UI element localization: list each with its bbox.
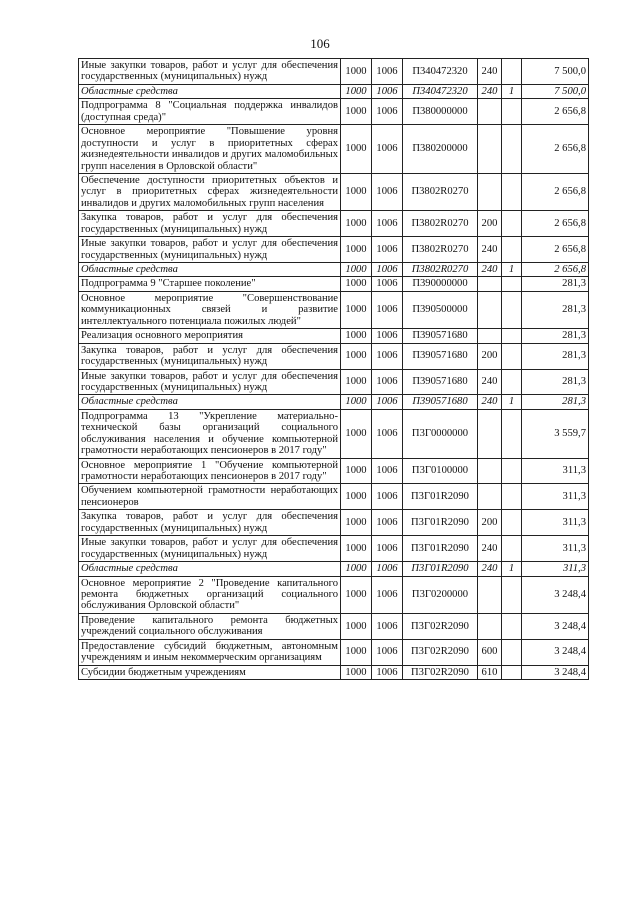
subsection-code-cell: 1006 [372,263,403,277]
target-article-cell: П3Г01R2090 [403,562,478,576]
row-name-cell: Иные закупки товаров, работ и услуг для обеспечения государственных (муниципальных) нужд [79,536,341,562]
row-name-cell: Основное мероприятие "Совершенствование коммуникационных связей и развитие интеллектуального потенциала пожилых людей" [79,291,341,328]
target-article-cell: П390500000 [403,291,478,328]
funding-source-cell [502,343,522,369]
regional-funds-row [79,263,589,277]
amount-cell: 2 656,8 [522,173,589,210]
expense-type-cell [478,99,502,125]
table-row [79,237,589,263]
section-code-cell: 1000 [341,211,372,237]
expense-type-cell: 240 [478,59,502,85]
row-name-cell: Областные средства [79,263,341,277]
subsection-code-cell: 1006 [372,484,403,510]
target-article-cell: П3802R0270 [403,237,478,263]
row-name-cell: Основное мероприятие 2 "Проведение капитального ремонта бюджетных организаций социального обслуживания Орловской области" [79,576,341,613]
subsection-code-cell: 1006 [372,59,403,85]
section-code-cell: 1000 [341,665,372,679]
target-article-cell: П390000000 [403,277,478,291]
row-name-cell: Подпрограмма 13 "Укрепление материально-технической базы организаций социального обслуживания населения и обучение компьютерной грамотности неработающих пенсионеров в 2017 году" [79,409,341,458]
regional-funds-row [79,562,589,576]
table-row [79,484,589,510]
amount-cell: 3 248,4 [522,639,589,665]
funding-source-cell [502,237,522,263]
table-row [79,536,589,562]
section-code-cell: 1000 [341,263,372,277]
section-code-cell: 1000 [341,536,372,562]
table-row [79,211,589,237]
expense-type-cell: 240 [478,237,502,263]
amount-cell: 281,3 [522,369,589,395]
section-code-cell: 1000 [341,173,372,210]
table-row [79,125,589,174]
funding-source-cell: 1 [502,84,522,98]
subsection-code-cell: 1006 [372,369,403,395]
target-article-cell: П3Г02R2090 [403,613,478,639]
subsection-code-cell: 1006 [372,329,403,343]
section-code-cell: 1000 [341,291,372,328]
target-article-cell: П3802R0270 [403,263,478,277]
table-row [79,510,589,536]
funding-source-cell: 1 [502,263,522,277]
expense-type-cell: 610 [478,665,502,679]
table-row [79,369,589,395]
expense-type-cell [478,277,502,291]
section-code-cell: 1000 [341,562,372,576]
amount-cell: 281,3 [522,329,589,343]
row-name-cell: Проведение капитального ремонта бюджетных учреждений социального обслуживания [79,613,341,639]
expense-type-cell [478,613,502,639]
expense-type-cell: 200 [478,211,502,237]
subsection-code-cell: 1006 [372,639,403,665]
section-code-cell: 1000 [341,395,372,409]
subsection-code-cell: 1006 [372,613,403,639]
row-name-cell: Областные средства [79,395,341,409]
row-name-cell: Иные закупки товаров, работ и услуг для обеспечения государственных (муниципальных) нужд [79,369,341,395]
amount-cell: 311,3 [522,484,589,510]
funding-source-cell [502,125,522,174]
subsection-code-cell: 1006 [372,277,403,291]
regional-funds-row [79,84,589,98]
expense-type-cell: 200 [478,343,502,369]
funding-source-cell [502,536,522,562]
amount-cell: 281,3 [522,291,589,328]
row-name-cell: Подпрограмма 9 "Старшее поколение" [79,277,341,291]
section-code-cell: 1000 [341,329,372,343]
section-code-cell: 1000 [341,639,372,665]
subsection-code-cell: 1006 [372,173,403,210]
subsection-code-cell: 1006 [372,211,403,237]
amount-cell: 311,3 [522,562,589,576]
funding-source-cell [502,458,522,484]
row-name-cell: Областные средства [79,84,341,98]
row-name-cell: Закупка товаров, работ и услуг для обеспечения государственных (муниципальных) нужд [79,211,341,237]
subsection-code-cell: 1006 [372,291,403,328]
target-article-cell: П340472320 [403,84,478,98]
funding-source-cell [502,173,522,210]
target-article-cell: П390571680 [403,395,478,409]
table-row [79,291,589,328]
target-article-cell: П3Г0200000 [403,576,478,613]
target-article-cell: П380000000 [403,99,478,125]
amount-cell: 2 656,8 [522,99,589,125]
funding-source-cell [502,576,522,613]
expense-type-cell: 240 [478,395,502,409]
section-code-cell: 1000 [341,613,372,639]
funding-source-cell [502,291,522,328]
target-article-cell: П3Г01R2090 [403,484,478,510]
budget-table-body [79,59,589,680]
expense-type-cell [478,458,502,484]
table-row [79,458,589,484]
amount-cell: 7 500,0 [522,59,589,85]
subsection-code-cell: 1006 [372,409,403,458]
subsection-code-cell: 1006 [372,99,403,125]
section-code-cell: 1000 [341,343,372,369]
expense-type-cell [478,576,502,613]
row-name-cell: Областные средства [79,562,341,576]
expense-type-cell: 240 [478,84,502,98]
page-number: 106 [310,36,330,51]
row-name-cell: Подпрограмма 8 "Социальная поддержка инвалидов (доступная среда)" [79,99,341,125]
row-name-cell: Основное мероприятие "Повышение уровня доступности и услуг в приоритетных сферах жизнедеятельности инвалидов и других маломобильных групп населения в Орловской области" [79,125,341,174]
subsection-code-cell: 1006 [372,510,403,536]
regional-funds-row [79,395,589,409]
budget-table [78,58,589,680]
funding-source-cell [502,639,522,665]
expense-type-cell [478,409,502,458]
target-article-cell: П3Г01R2090 [403,536,478,562]
funding-source-cell: 1 [502,562,522,576]
section-code-cell: 1000 [341,84,372,98]
amount-cell: 7 500,0 [522,84,589,98]
row-name-cell: Основное мероприятие 1 "Обучение компьютерной грамотности неработающих пенсионеров в 2017 году" [79,458,341,484]
row-name-cell: Закупка товаров, работ и услуг для обеспечения государственных (муниципальных) нужд [79,343,341,369]
funding-source-cell [502,510,522,536]
subsection-code-cell: 1006 [372,125,403,174]
target-article-cell: П3802R0270 [403,211,478,237]
expense-type-cell [478,329,502,343]
table-row [79,99,589,125]
amount-cell: 311,3 [522,458,589,484]
target-article-cell: П3Г02R2090 [403,665,478,679]
table-row [79,329,589,343]
funding-source-cell [502,613,522,639]
amount-cell: 2 656,8 [522,125,589,174]
subsection-code-cell: 1006 [372,395,403,409]
amount-cell: 2 656,8 [522,211,589,237]
section-code-cell: 1000 [341,277,372,291]
section-code-cell: 1000 [341,369,372,395]
target-article-cell: П3Г0000000 [403,409,478,458]
subsection-code-cell: 1006 [372,343,403,369]
row-name-cell: Предоставление субсидий бюджетным, автономным учреждениям и иным некоммерческим организациям [79,639,341,665]
table-row [79,343,589,369]
table-row [79,409,589,458]
target-article-cell: П3802R0270 [403,173,478,210]
amount-cell: 2 656,8 [522,237,589,263]
table-row [79,173,589,210]
target-article-cell: П3Г02R2090 [403,639,478,665]
target-article-cell: П390571680 [403,329,478,343]
table-row [79,613,589,639]
amount-cell: 3 248,4 [522,613,589,639]
target-article-cell: П3Г0100000 [403,458,478,484]
funding-source-cell [502,59,522,85]
expense-type-cell [478,291,502,328]
section-code-cell: 1000 [341,576,372,613]
amount-cell: 3 248,4 [522,665,589,679]
funding-source-cell [502,484,522,510]
row-name-cell: Реализация основного мероприятия [79,329,341,343]
table-row [79,277,589,291]
section-code-cell: 1000 [341,125,372,174]
subsection-code-cell: 1006 [372,458,403,484]
section-code-cell: 1000 [341,458,372,484]
row-name-cell: Субсидии бюджетным учреждениям [79,665,341,679]
expense-type-cell [478,173,502,210]
row-name-cell: Закупка товаров, работ и услуг для обеспечения государственных (муниципальных) нужд [79,510,341,536]
funding-source-cell [502,329,522,343]
amount-cell: 281,3 [522,395,589,409]
amount-cell: 311,3 [522,510,589,536]
target-article-cell: П340472320 [403,59,478,85]
funding-source-cell [502,99,522,125]
table-row [79,639,589,665]
expense-type-cell: 240 [478,536,502,562]
amount-cell: 281,3 [522,277,589,291]
funding-source-cell: 1 [502,395,522,409]
table-row [79,576,589,613]
expense-type-cell: 600 [478,639,502,665]
target-article-cell: П390571680 [403,343,478,369]
amount-cell: 2 656,8 [522,263,589,277]
expense-type-cell [478,484,502,510]
target-article-cell: П380200000 [403,125,478,174]
row-name-cell: Обеспечение доступности приоритетных объектов и услуг в приоритетных сферах жизнедеятельности инвалидов и других маломобильных групп населения [79,173,341,210]
subsection-code-cell: 1006 [372,536,403,562]
row-name-cell: Обучением компьютерной грамотности неработающих пенсионеров [79,484,341,510]
subsection-code-cell: 1006 [372,84,403,98]
amount-cell: 311,3 [522,536,589,562]
subsection-code-cell: 1006 [372,562,403,576]
expense-type-cell: 240 [478,369,502,395]
expense-type-cell: 200 [478,510,502,536]
table-row [79,59,589,85]
section-code-cell: 1000 [341,510,372,536]
funding-source-cell [502,409,522,458]
target-article-cell: П3Г01R2090 [403,510,478,536]
row-name-cell: Иные закупки товаров, работ и услуг для обеспечения государственных (муниципальных) нужд [79,237,341,263]
section-code-cell: 1000 [341,59,372,85]
funding-source-cell [502,369,522,395]
subsection-code-cell: 1006 [372,576,403,613]
expense-type-cell: 240 [478,263,502,277]
section-code-cell: 1000 [341,237,372,263]
table-row [79,665,589,679]
funding-source-cell [502,665,522,679]
section-code-cell: 1000 [341,484,372,510]
section-code-cell: 1000 [341,99,372,125]
row-name-cell: Иные закупки товаров, работ и услуг для обеспечения государственных (муниципальных) нужд [79,59,341,85]
amount-cell: 3 559,7 [522,409,589,458]
expense-type-cell: 240 [478,562,502,576]
expense-type-cell [478,125,502,174]
section-code-cell: 1000 [341,409,372,458]
subsection-code-cell: 1006 [372,665,403,679]
funding-source-cell [502,211,522,237]
target-article-cell: П390571680 [403,369,478,395]
amount-cell: 3 248,4 [522,576,589,613]
subsection-code-cell: 1006 [372,237,403,263]
funding-source-cell [502,277,522,291]
amount-cell: 281,3 [522,343,589,369]
